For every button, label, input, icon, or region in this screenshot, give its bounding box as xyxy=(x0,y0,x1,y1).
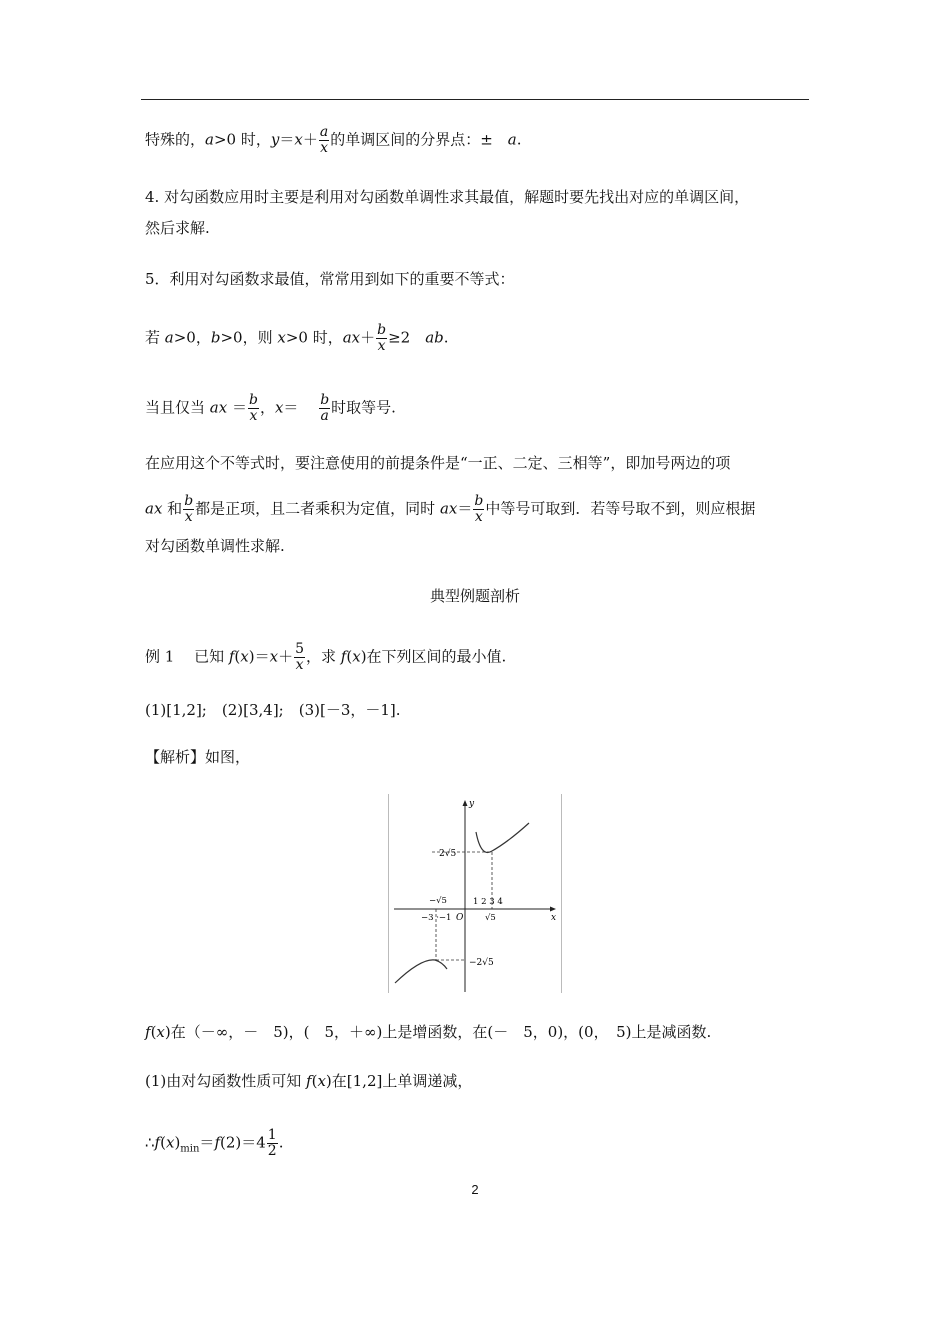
math-var: f xyxy=(214,1133,220,1152)
math-var: x xyxy=(317,1072,326,1090)
denominator: x xyxy=(320,140,328,156)
denominator: x xyxy=(184,509,193,525)
text: 若 xyxy=(145,328,165,347)
interval-list: (1)[1,2]; (2)[3,4]; (3)[－3，－1]. xyxy=(145,701,401,719)
math-var: a xyxy=(205,130,214,149)
text: ( xyxy=(311,1072,318,1090)
math-var: x xyxy=(274,398,284,417)
math-var: f xyxy=(154,1133,161,1152)
text: ＝ xyxy=(457,499,473,518)
text: ＋ xyxy=(302,130,318,149)
result-line xyxy=(145,1128,284,1161)
math-var: f xyxy=(228,647,235,666)
text: )在下列区间的最小值. xyxy=(360,647,507,666)
text-line-boundary xyxy=(145,125,522,156)
text: ＝ xyxy=(227,398,247,417)
denominator: x xyxy=(377,338,386,354)
monotonic-line xyxy=(145,1021,711,1043)
text: 当且仅当 xyxy=(145,398,210,417)
text: ，求 xyxy=(306,647,341,666)
numerator: b xyxy=(377,322,387,338)
subscript: min xyxy=(180,1143,200,1155)
analysis-heading: 【解析】如图， xyxy=(145,748,251,766)
math-var: ax xyxy=(342,328,361,347)
math-var: ax xyxy=(439,499,458,518)
inequality-line xyxy=(145,323,449,354)
paragraph-line: 在应用这个不等式时，要注意使用的前提条件是“一正、二定、三相等”，即加号两边的项 xyxy=(145,454,731,472)
math-var: b xyxy=(210,328,221,347)
pos-value-label: 2√5 xyxy=(439,849,457,859)
text: ( xyxy=(234,647,241,666)
denominator: x xyxy=(249,408,258,424)
denominator: 2 xyxy=(267,1143,277,1159)
paragraph-line: 然后求解. xyxy=(145,219,210,237)
numerator: 1 xyxy=(267,1127,277,1143)
text: ＝ xyxy=(279,130,295,149)
text: ≥2 xyxy=(388,328,426,347)
numerator: 5 xyxy=(295,641,305,657)
section-title: 典型例题剖析 xyxy=(429,587,520,605)
math-var: x xyxy=(269,647,279,666)
text: ＝ xyxy=(199,1133,215,1152)
denominator: x xyxy=(295,657,304,673)
math-var: a xyxy=(507,130,517,149)
math-var: a xyxy=(164,328,174,347)
header-rule xyxy=(141,99,809,100)
math-var: ab xyxy=(425,328,444,347)
text: . xyxy=(516,130,522,149)
neg-value-label: −2√5 xyxy=(469,958,494,968)
text: (1)由对勾函数性质可知 xyxy=(145,1072,307,1090)
pos-root-label: √5 xyxy=(485,913,496,923)
paragraph-line: 对勾函数单调性求解. xyxy=(145,537,285,555)
text: >0， xyxy=(173,328,211,347)
function-graph xyxy=(388,794,562,993)
text: 时取等号. xyxy=(331,398,396,417)
text: )在[1,2]上单调递减， xyxy=(325,1072,473,1090)
fraction xyxy=(183,494,194,525)
origin-label: O xyxy=(456,913,464,923)
denominator: a xyxy=(320,408,329,424)
numerator: b xyxy=(474,493,484,509)
text: . xyxy=(443,328,449,347)
neg-tick-labels: −3 ·−1 xyxy=(421,913,452,923)
curve-positive-branch xyxy=(476,823,529,852)
numerator: b xyxy=(248,392,258,408)
text: >0，则 xyxy=(220,328,278,347)
paragraph-line: 4. 对勾函数应用时主要是利用对勾函数单调性求其最值，解题时要先找出对应的单调区间， xyxy=(145,188,750,206)
numerator: b xyxy=(320,392,330,408)
pos-tick-labels: 1 2 3 4 xyxy=(473,897,503,907)
fraction xyxy=(294,642,305,673)
fraction xyxy=(376,323,387,354)
fraction xyxy=(319,393,330,424)
function-graph-figure xyxy=(388,794,562,993)
math-var: x xyxy=(165,1133,175,1152)
denominator: x xyxy=(474,509,483,525)
text: 例 1 已知 xyxy=(145,647,229,666)
text: . xyxy=(278,1133,284,1152)
text: 都是正项，且二者乘积为定值，同时 xyxy=(195,499,440,518)
text: 和 xyxy=(162,499,183,518)
math-var: f xyxy=(145,1023,151,1041)
step-line xyxy=(145,1070,472,1092)
text: )在（－∞，－ 5)，( 5，＋∞)上是增函数，在(－ 5，0)，(0， 5)上是减函数. xyxy=(164,1023,712,1041)
math-var: ax xyxy=(145,499,163,518)
math-var: y xyxy=(270,130,280,149)
math-var: ax xyxy=(209,398,228,417)
text: ( xyxy=(150,1023,157,1041)
text: 的单调区间的分界点：± xyxy=(330,130,508,149)
paragraph-line xyxy=(145,494,755,525)
fraction xyxy=(248,393,259,424)
x-axis-arrow xyxy=(550,907,556,912)
x-axis-label: x xyxy=(551,913,557,923)
text: ( xyxy=(346,647,353,666)
math-var: x xyxy=(294,130,303,149)
text: 特殊的， xyxy=(145,130,206,149)
therefore-symbol: ∴ xyxy=(145,1133,155,1152)
text: ) xyxy=(174,1133,181,1152)
numerator: b xyxy=(184,493,194,509)
math-var: f xyxy=(340,647,347,666)
text: ＝ xyxy=(283,398,319,417)
page-number: 2 xyxy=(471,1182,479,1197)
curve-negative-branch xyxy=(395,960,447,983)
example-line xyxy=(145,642,506,673)
y-axis-label: y xyxy=(469,799,475,809)
text: (2)＝4 xyxy=(220,1133,266,1152)
text: ， xyxy=(259,398,275,417)
math-var: x xyxy=(240,647,249,666)
text: ＋ xyxy=(360,328,376,347)
fraction xyxy=(267,1128,278,1159)
math-var: x xyxy=(277,328,286,347)
text: ＋ xyxy=(278,647,294,666)
numerator: a xyxy=(319,124,329,140)
fraction xyxy=(319,125,329,156)
math-var: f xyxy=(306,1072,312,1090)
text: ( xyxy=(160,1133,166,1152)
neg-root-label: −√5 xyxy=(429,896,447,906)
text: >0 时， xyxy=(285,328,343,347)
fraction xyxy=(473,494,484,525)
equality-line xyxy=(145,393,396,424)
text: >0 时， xyxy=(213,130,271,149)
paragraph-line: 5．利用对勾函数求最值，常常用到如下的重要不等式： xyxy=(145,270,515,288)
y-axis-arrow xyxy=(463,800,468,806)
text: )＝ xyxy=(248,647,270,666)
math-var: x xyxy=(156,1023,165,1041)
math-var: x xyxy=(352,647,361,666)
text: 中等号可取到．若等号取不到，则应根据 xyxy=(485,499,756,518)
